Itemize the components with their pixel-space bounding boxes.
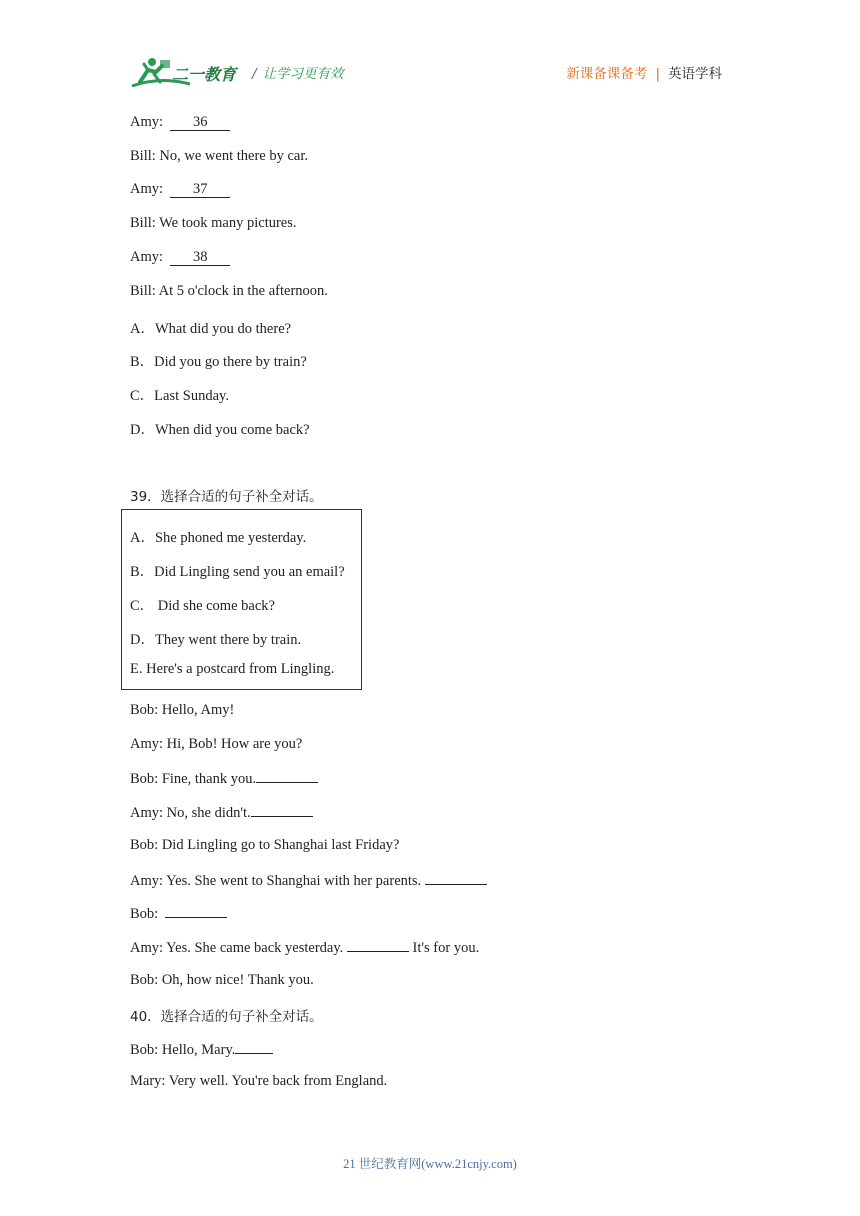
dialogue-line: Amy: No, she didn't. [130, 803, 313, 822]
dialogue-line: Bill: At 5 o'clock in the afternoon. [130, 283, 328, 299]
option-item: C． Did she come back? [130, 598, 275, 614]
dialogue-line: Bill: We took many pictures. [130, 215, 297, 231]
question-40-title: 40．选择合适的句子补全对话。 [130, 1009, 323, 1025]
dialogue-line [130, 249, 230, 266]
slogan: / 让学习更有效 [252, 66, 344, 82]
option-item: A．What did you do there? [130, 321, 292, 337]
slogan-text: 让学习更有效 [262, 66, 344, 82]
answer-blank [347, 938, 409, 952]
answer-blank [256, 769, 318, 783]
header-course-title: 新课备课备考 [566, 66, 648, 82]
dialogue-line: Bob: Fine, thank you. [130, 769, 318, 788]
dialogue-line: Mary: Very well. You're back from England. [130, 1073, 388, 1089]
option-item: B．Did Lingling send you an email? [130, 564, 345, 580]
answer-blank [251, 803, 313, 817]
logo [130, 56, 240, 90]
option-item: A．She phoned me yesterday. [130, 530, 307, 546]
speaker: Amy: [130, 181, 164, 197]
header-subject: 英语学科 [668, 66, 722, 82]
answer-blank [425, 871, 487, 885]
speaker: Amy: [130, 114, 164, 130]
answer-blank [165, 904, 227, 918]
logo-text: 二一教育 [172, 65, 237, 84]
page-footer: 21 世纪教育网(www.21cnjy.com) [343, 1157, 517, 1171]
dialogue-line: Bob: Hello, Amy! [130, 702, 235, 718]
runner-logo-icon [130, 56, 240, 90]
dialogue-line: Amy: Yes. She went to Shanghai with her parents. [130, 871, 487, 890]
option-item: D．When did you come back? [130, 422, 310, 438]
header-separator: | [655, 66, 660, 82]
header-right [566, 62, 722, 82]
answer-blank-37: 37 [170, 182, 230, 198]
dialogue-line: Bob: [130, 904, 227, 923]
dialogue-line: Amy: Yes. She came back yesterday. It's for you. [130, 940, 480, 956]
dialogue-line: Bob: Did Lingling go to Shanghai last Friday? [130, 837, 400, 853]
question-39-title: 39．选择合适的句子补全对话。 [130, 489, 323, 505]
dialogue-line: Bill: No, we went there by car. [130, 148, 308, 164]
dialogue-line: Amy: Hi, Bob! How are you? [130, 736, 303, 752]
answer-blank-38: 38 [170, 250, 230, 266]
page-header [0, 0, 860, 100]
answer-blank [235, 1040, 273, 1054]
option-item: B．Did you go there by train? [130, 354, 307, 370]
option-item: D．They went there by train. [130, 632, 302, 648]
option-item: C．Last Sunday. [130, 388, 229, 404]
dialogue-line [130, 114, 230, 131]
speaker: Amy: [130, 249, 164, 265]
option-item: E. Here's a postcard from Lingling. [130, 661, 335, 677]
dialogue-line [130, 181, 230, 198]
answer-blank-36: 36 [170, 115, 230, 131]
dialogue-line: Bob: Hello, Mary. [130, 1040, 273, 1059]
dialogue-line: Bob: Oh, how nice! Thank you. [130, 972, 314, 988]
